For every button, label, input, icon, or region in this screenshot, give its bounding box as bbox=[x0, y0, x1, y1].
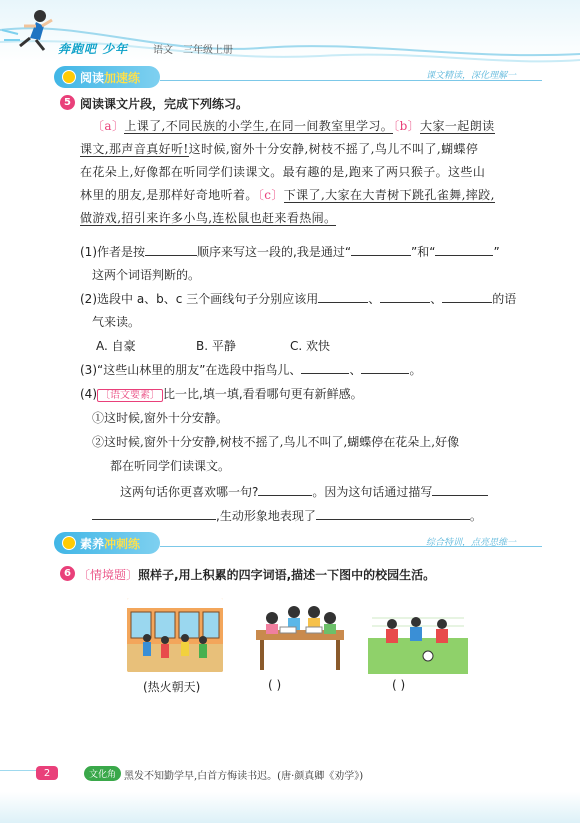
answer-blank[interactable] bbox=[258, 483, 312, 496]
subject-label: 语文 bbox=[153, 45, 173, 56]
footer-band bbox=[0, 792, 580, 823]
sentence-2-cont: 都在听同学们读课文。 bbox=[110, 459, 231, 473]
language-element-tag: 〔语文要素〕 bbox=[97, 389, 163, 402]
answer-blank[interactable] bbox=[318, 290, 368, 303]
reading-image bbox=[250, 596, 350, 676]
answer-blank[interactable] bbox=[380, 290, 430, 303]
section-competency-tag bbox=[54, 532, 160, 554]
footer-quote: 黑发不知勤学早,白首方悔读书迟。(唐·颜真卿《劝学》) bbox=[124, 771, 364, 782]
answer-blank[interactable] bbox=[351, 243, 411, 256]
caption-1: (热火朝天) bbox=[143, 680, 201, 694]
passage bbox=[80, 115, 532, 230]
section-title-part1: 阅读 bbox=[80, 70, 105, 85]
football-image bbox=[368, 594, 468, 674]
page-number: 2 bbox=[36, 766, 58, 780]
passage-line-4: 林里的朋友,是那样好奇地听着。〔c〕下课了,大家在大青树下跳孔雀舞,摔跤, bbox=[80, 188, 495, 202]
section-note: 课文精读，深化理解一 bbox=[426, 71, 517, 81]
caption-2: ( ) bbox=[268, 678, 282, 692]
sentence-2: ②这时候,窗外十分安静,树枝不摇了,鸟儿不叫了,蝴蝶停在花朵上,好像 bbox=[92, 435, 460, 449]
badge-icon bbox=[62, 70, 76, 84]
answer-blank[interactable] bbox=[316, 507, 470, 520]
question-number: 6 bbox=[60, 566, 75, 581]
question-title: 阅读课文片段，完成下列练习。 bbox=[80, 97, 249, 111]
option-a[interactable]: A. 自豪 bbox=[96, 339, 136, 353]
section-title-part2: 加速练 bbox=[104, 70, 141, 85]
culture-corner-tag: 文化角 bbox=[84, 766, 121, 781]
sub-question-4: (4) 〔语文要素〕 比一比,填一填,看看哪句更有新鲜感。 bbox=[80, 387, 363, 401]
classroom-image bbox=[127, 598, 223, 672]
option-c[interactable]: C. 欢快 bbox=[290, 339, 331, 353]
passage-line-3: 在花朵上,好像都在听同学们读课文。最有趣的是,跑来了两只猴子。这些山 bbox=[80, 165, 486, 179]
passage-line-2: 课文,那声音真好听!这时候,窗外十分安静,树枝不摇了,鸟儿不叫了,蝴蝶停 bbox=[80, 142, 479, 156]
answer-blank[interactable] bbox=[145, 243, 197, 256]
scenario-tag: 〔情境题〕 bbox=[78, 568, 139, 582]
sub-question-3: (3)“这些山林里的朋友”在选段中指鸟儿、 、 。 bbox=[80, 363, 422, 377]
header-decoration bbox=[0, 0, 580, 70]
ball-icon bbox=[423, 651, 433, 661]
grade-label: 三年级上册 bbox=[183, 45, 233, 56]
fill-line-2: ,生动形象地表现了 。 bbox=[92, 507, 482, 524]
sentence-1: ①这时候,窗外十分安静。 bbox=[92, 411, 228, 425]
brand-title: 奔跑吧 少年 bbox=[58, 42, 129, 56]
badge-icon bbox=[62, 536, 76, 550]
answer-blank[interactable] bbox=[301, 361, 349, 374]
answer-blank[interactable] bbox=[432, 483, 488, 496]
section-reading-tag bbox=[54, 66, 160, 88]
caption-3: ( ) bbox=[392, 678, 406, 692]
section-title-part1: 素养 bbox=[80, 536, 105, 551]
question-title: 〔情境题〕照样子,用上积累的四字词语,描述一下图中的校园生活。 bbox=[78, 568, 436, 582]
passage-line-1: 〔a〕上课了,不同民族的小学生,在同一间教室里学习。〔b〕大家一起朗读 bbox=[92, 119, 495, 133]
answer-blank[interactable] bbox=[92, 507, 216, 520]
sub-question-1: (1)作者是按 顺序来写这一段的,我是通过“ ”和“ ” bbox=[80, 245, 500, 259]
question-number: 5 bbox=[60, 95, 75, 110]
footer-rule bbox=[0, 770, 36, 771]
sub-question-2: (2)选段中 a、b、c 三个画线句子分别应该用 、 、 的语 bbox=[80, 292, 517, 306]
answer-blank[interactable] bbox=[442, 290, 492, 303]
option-b[interactable]: B. 平静 bbox=[196, 339, 236, 353]
sub-question-2-cont: 气来读。 bbox=[92, 315, 141, 329]
fill-line-1: 这两句话你更喜欢哪一句? 。因为这句话通过描写 bbox=[120, 483, 488, 500]
answer-blank[interactable] bbox=[435, 243, 493, 256]
answer-blank[interactable] bbox=[361, 361, 409, 374]
section-title-part2: 冲刺练 bbox=[104, 536, 141, 551]
sub-question-1-cont: 这两个词语判断的。 bbox=[92, 268, 201, 282]
passage-line-5: 做游戏,招引来许多小鸟,连松鼠也赶来看热闹。 bbox=[80, 211, 337, 225]
section-note: 综合特训，点亮思维一 bbox=[426, 538, 517, 548]
